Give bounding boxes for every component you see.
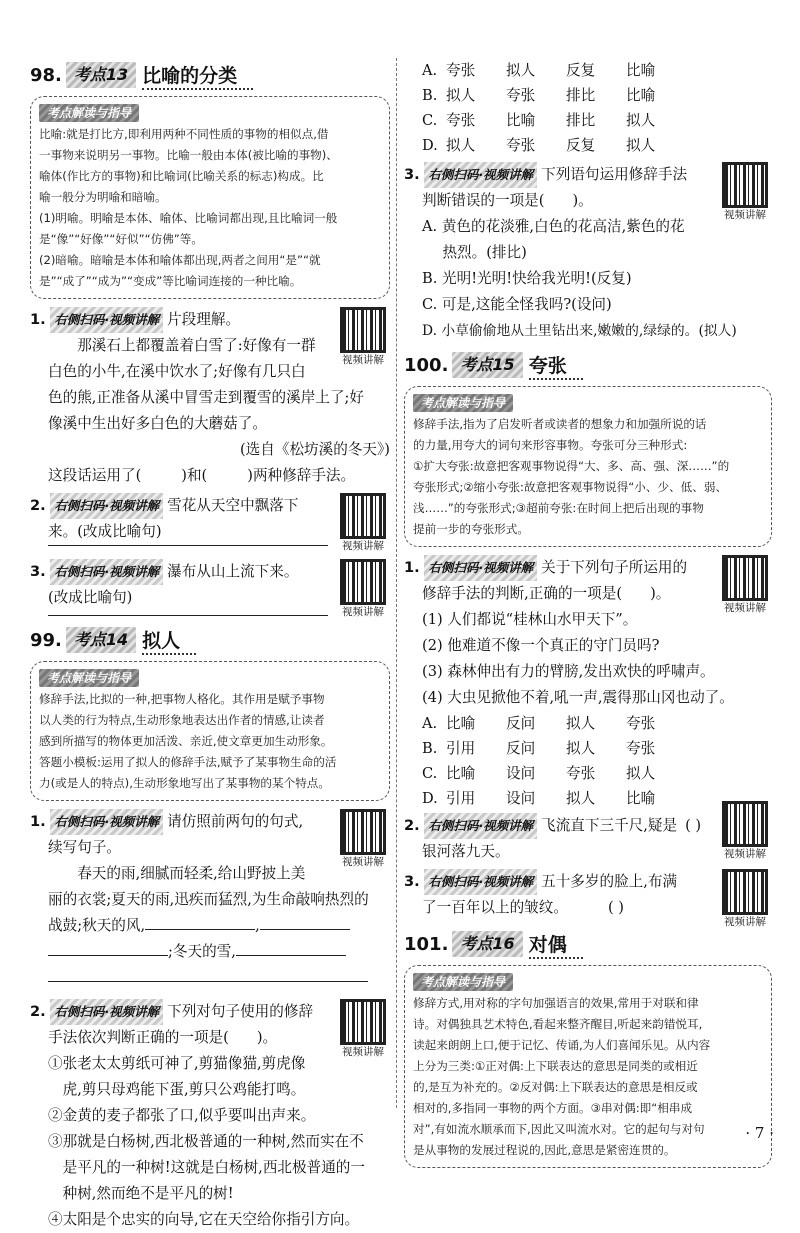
box-tag: 考点解读与指导	[413, 973, 513, 991]
box-line: 是“像”“好像”“好似”“仿佛”等。	[39, 232, 203, 246]
question-text: 手法依次判断正确的一项是(	[48, 1029, 229, 1046]
passage-source: (选自《松坊溪的冬天》)	[239, 441, 390, 458]
question-number: 2.	[404, 817, 420, 834]
question-text: 续写句子。	[48, 839, 121, 856]
item-line: 是平凡的一种树!这就是白杨树,西北极普通的一	[62, 1159, 365, 1176]
section-number: 98.	[30, 64, 62, 86]
passage-line: 色的熊,正准备从溪中冒雪走到覆雪的溪岸上了;好	[48, 389, 365, 406]
box-line: 修辞手法,比拟的一种,把事物人格化。其作用是赋予事物	[39, 692, 325, 706]
answer-line[interactable]	[48, 955, 168, 956]
qr-label: 视频讲解	[724, 848, 766, 860]
question-text: 雪花从天空中飘落下	[167, 497, 299, 514]
answer-paren[interactable]: ( )	[607, 899, 624, 916]
option-cell: 拟人	[506, 62, 536, 79]
option-cell: 拟人	[446, 87, 476, 104]
qr-code-icon	[722, 162, 768, 208]
option-cell: 比喻	[446, 715, 476, 732]
option-cell: 比喻	[626, 790, 656, 807]
box-tag: 考点解读与指导	[39, 669, 139, 687]
fill-text: )和(	[181, 467, 208, 484]
option-line[interactable]: D. 小草偷偷地从土里钻出来,嫩嫩的,绿绿的。(拟人)	[422, 323, 737, 339]
option-line: 热烈。(排比)	[442, 244, 527, 261]
option-cell: 反问	[506, 715, 536, 732]
box-line: 比喻:就是打比方,即利用两种不同性质的事物的相似点,借	[39, 127, 329, 141]
question-text: 片段理解。	[167, 311, 241, 328]
passage-line: 那溪石上都覆盖着白雪了:好像有一群	[77, 337, 316, 354]
scan-label: 右侧扫码·视频讲解	[50, 307, 163, 333]
explanation-box-100	[404, 386, 772, 547]
box-line: 的,是互为补充的。②反对偶:上下联表达的意思是相反或	[413, 1080, 698, 1094]
option-cell: 设问	[506, 765, 536, 782]
box-line: 的力量,用夸大的词句来形容事物。夸张可分三种形式:	[413, 438, 688, 452]
box-line: 修辞手法,指为了启发听者或读者的想象力和加强所说的话	[413, 417, 707, 431]
question-text: 瀑布从山上流下来。	[167, 563, 299, 580]
qr-label: 视频讲解	[342, 540, 384, 552]
question-100-2	[404, 813, 772, 869]
passage-line: 春天的雨,细腻而轻柔,给山野披上美	[77, 865, 306, 882]
option-cell: 比喻	[446, 765, 476, 782]
section-tag: 考点16	[452, 931, 522, 957]
item-line: (3) 森林伸出有力的臂膀,发出欢快的呼啸声。	[422, 663, 715, 680]
option-cell: 排比	[566, 112, 596, 129]
explanation-box-99	[30, 661, 390, 801]
qr-code[interactable]	[718, 555, 772, 615]
question-99-2	[30, 999, 390, 1233]
option-row[interactable]	[422, 711, 772, 736]
option-cell: 拟人	[626, 112, 656, 129]
box-line: 喻体(作比方的事物)和比喻词(比喻关系的标志)构成。比	[39, 169, 324, 183]
qr-code[interactable]	[336, 999, 390, 1059]
section-number: 99.	[30, 629, 62, 651]
box-line: 以人类的行为特点,生动形象地表达出作者的情感,让读者	[39, 713, 325, 727]
option-cell: 夸张	[446, 112, 476, 129]
option-cell: 夸张	[506, 137, 536, 154]
question-number: 2.	[30, 1003, 46, 1020]
option-row[interactable]	[422, 761, 772, 786]
question-number: 3.	[404, 873, 420, 890]
question-text: 来。(改成比喻句)	[48, 523, 162, 540]
box-line: 上分为三类:①正对偶:上下联表达的意思是同类的或相近	[413, 1059, 698, 1073]
scan-label: 右侧扫码·视频讲解	[50, 493, 163, 519]
section-101-header	[404, 927, 772, 961]
question-text: 飞流直下三千尺,疑是	[541, 817, 678, 834]
option-cell: 设问	[506, 790, 536, 807]
qr-label: 视频讲解	[724, 209, 766, 221]
question-text: )。	[256, 1029, 278, 1046]
question-99-1: 视频讲解 1. 右侧扫码·视频讲解 请仿照前两句的句式, 续写句子。 春天的雨,细腻而轻柔,给山野披上美 丽的衣裳;夏天的雨,迅疾而猛烈,为生命敲响热烈的 战鼓;秋天的风, , ;冬天的雪,	[30, 809, 390, 991]
column-divider	[396, 58, 397, 1108]
option-letter: B.	[422, 87, 438, 104]
section-title: 对偶	[529, 930, 583, 959]
passage-line: 白色的小牛,在溪中饮水了;好像有几只白	[48, 363, 306, 380]
box-tag: 考点解读与指导	[39, 104, 139, 122]
item-line: ④太阳是个忠实的向导,它在天空给你指引方向。	[48, 1211, 360, 1228]
option-cell: 拟人	[566, 715, 596, 732]
question-99-2-options	[404, 58, 772, 158]
qr-code[interactable]	[336, 559, 390, 619]
option-cell: 拟人	[626, 137, 656, 154]
answer-line[interactable]	[48, 981, 368, 982]
page-number: · 7 ·	[745, 1124, 774, 1142]
option-cell: 比喻	[626, 87, 656, 104]
option-cell: 夸张	[446, 62, 476, 79]
scan-label: 右侧扫码·视频讲解	[50, 559, 163, 585]
qr-code-icon	[340, 307, 386, 353]
option-letter: C.	[422, 112, 438, 129]
qr-label: 视频讲解	[342, 1046, 384, 1058]
answer-line[interactable]	[145, 929, 255, 930]
section-title: 比喻的分类	[142, 61, 253, 90]
option-line[interactable]: A. 黄色的花淡雅,白色的花高洁,紫色的花	[422, 218, 685, 235]
qr-label: 视频讲解	[724, 916, 766, 928]
passage-line: 像溪中生出好多白色的大蘑菇了。	[48, 415, 267, 432]
section-tag: 考点15	[452, 352, 522, 378]
box-line: 夸张形式;②缩小夸张:故意把客观事物说得“小、少、低、弱、	[413, 480, 728, 494]
question-100-1	[404, 555, 772, 811]
box-line: 答题小模板:运用了拟人的修辞手法,赋予了某事物生命的活	[39, 755, 337, 769]
section-tag: 考点14	[66, 627, 136, 653]
question-number: 3.	[30, 563, 46, 580]
item-line: 种树,然而绝不是平凡的树!	[62, 1185, 234, 1202]
option-row[interactable]	[422, 736, 772, 761]
option-cell: 夸张	[506, 87, 536, 104]
scan-label: 右侧扫码·视频讲解	[50, 809, 163, 835]
box-line: 提前一步的夸张形式。	[413, 522, 529, 536]
option-cell: 反复	[566, 137, 596, 154]
scan-label: 右侧扫码·视频讲解	[424, 869, 537, 895]
option-letter: C.	[422, 765, 438, 782]
question-number: 3.	[404, 166, 420, 183]
qr-code-icon	[340, 809, 386, 855]
option-cell: 夸张	[626, 740, 656, 757]
box-line: 修辞方式,用对称的字句加强语言的效果,常用于对联和律	[413, 996, 699, 1010]
question-text: 下列语句运用修辞手法	[541, 166, 688, 183]
question-number: 2.	[30, 497, 46, 514]
right-column	[404, 0, 772, 1176]
qr-label: 视频讲解	[342, 856, 384, 868]
option-letter: D.	[422, 790, 438, 807]
option-row[interactable]	[422, 133, 772, 158]
fill-text: 这段话运用了(	[48, 467, 142, 484]
box-line: 喻一般分为明喻和暗喻。	[39, 190, 167, 204]
qr-code-icon	[722, 869, 768, 915]
question-text: 下列对句子使用的修辞	[167, 1003, 314, 1020]
question-number: 1.	[404, 559, 420, 576]
option-letter: A.	[422, 715, 438, 732]
question-99-3	[404, 162, 772, 344]
box-line: (2)暗喻。暗喻是本体和喻体都出现,两者之间用“是”“就	[39, 253, 321, 267]
item-line: (2) 他难道不像一个真正的守门员吗?	[422, 637, 660, 654]
passage-line: 丽的衣裳;夏天的雨,迅疾而猛烈,为生命敲响热烈的	[48, 891, 369, 908]
section-title: 拟人	[142, 626, 196, 655]
qr-code[interactable]	[336, 307, 390, 367]
option-cell: 比喻	[626, 62, 656, 79]
question-text: 请仿照前两句的句式,	[167, 813, 304, 830]
passage-line: 战鼓;秋天的风,	[48, 917, 146, 934]
option-line[interactable]: C. 可是,这能全怪我吗?(设问)	[422, 296, 612, 313]
item-line: (1) 人们都说“桂林山水甲天下”。	[422, 611, 638, 628]
scan-label: 右侧扫码·视频讲解	[424, 162, 537, 188]
answer-line[interactable]	[48, 615, 328, 616]
option-line[interactable]: B. 光明!光明!快给我光明!(反复)	[422, 270, 632, 287]
question-text: 银河落九天。	[422, 843, 510, 860]
qr-code-icon	[340, 999, 386, 1045]
qr-code-icon	[340, 493, 386, 539]
question-text: (改成比喻句)	[48, 589, 133, 606]
section-tag: 考点13	[66, 62, 136, 88]
explanation-box-98	[30, 96, 390, 299]
option-cell: 夸张	[566, 765, 596, 782]
qr-label: 视频讲解	[342, 354, 384, 366]
question-100-3	[404, 869, 772, 928]
option-cell: 夸张	[626, 715, 656, 732]
box-line: 诗。对偶独具艺术特色,看起来整齐醒目,听起来韵错悦耳,	[413, 1017, 703, 1031]
option-cell: 反复	[566, 62, 596, 79]
question-text: )。	[572, 192, 593, 209]
question-text: 判断错误的一项是(	[422, 192, 545, 209]
question-text: 五十多岁的脸上,布满	[541, 873, 678, 890]
qr-code[interactable]	[718, 801, 772, 861]
option-cell: 拟人	[566, 790, 596, 807]
fill-text: )两种修辞手法。	[247, 467, 356, 484]
option-cell: 拟人	[626, 765, 656, 782]
answer-paren[interactable]: ( )	[685, 817, 702, 834]
item-line: ③那就是白杨树,西北极普通的一种树,然而实在不	[48, 1133, 364, 1150]
option-cell: 引用	[446, 740, 476, 757]
qr-code[interactable]	[336, 809, 390, 869]
qr-code[interactable]	[336, 493, 390, 553]
answer-line[interactable]	[260, 929, 350, 930]
box-line: 感到所描写的物体更加活泼、亲近,使文章更加生动形象。	[39, 734, 333, 748]
box-line: (1)明喻。明喻是本体、喻体、比喻词都出现,且比喻词一般	[39, 211, 338, 225]
qr-label: 视频讲解	[724, 602, 766, 614]
question-number: 1.	[30, 311, 46, 328]
option-cell: 引用	[446, 790, 476, 807]
section-100-header	[404, 348, 772, 382]
passage-line: ;冬天的雪,	[168, 943, 236, 960]
answer-line[interactable]	[236, 955, 346, 956]
box-line: 是从事物的发展过程说的,因此,意思是紧密连贯的。	[413, 1143, 676, 1157]
question-number: 1.	[30, 813, 46, 830]
item-line: (4) 大虫见掀他不着,吼一声,震得那山冈也动了。	[422, 689, 734, 706]
item-line: ①张老太太剪纸可神了,剪猫像猫,剪虎像	[48, 1055, 306, 1072]
explanation-box-101	[404, 965, 772, 1168]
item-line: 虎,剪只母鸡能下蛋,剪只公鸡能打鸣。	[62, 1081, 306, 1098]
question-98-1	[30, 307, 390, 489]
box-tag: 考点解读与指导	[413, 394, 513, 412]
box-line: 对”,有如流水顺承而下,因此又叫流水对。它的起句与对句	[413, 1122, 705, 1136]
section-99-header	[30, 623, 390, 657]
option-cell: 排比	[566, 87, 596, 104]
section-number: 101.	[404, 933, 449, 955]
box-line: 浅……”的夸张形式;③超前夸张:在时间上把后出现的事物	[413, 501, 704, 515]
answer-line[interactable]	[48, 545, 328, 546]
option-cell: 比喻	[506, 112, 536, 129]
box-line: 读起来朗朗上口,便于记忆、传诵,为人们喜闻乐见。从内容	[413, 1038, 711, 1052]
scan-label: 右侧扫码·视频讲解	[424, 555, 537, 581]
box-line: 相对的,多指同一事物的两个方面。③串对偶:即“相串成	[413, 1101, 693, 1115]
question-98-3	[30, 559, 390, 621]
question-text: 了一百年以上的皱纹。	[422, 899, 568, 916]
question-text: 关于下列句子所运用的	[541, 559, 688, 576]
section-title: 夸张	[529, 351, 583, 380]
option-row[interactable]	[422, 108, 772, 133]
left-column	[30, 0, 390, 1233]
question-text: 修辞手法的判断,正确的一项是(	[422, 585, 623, 602]
section-number: 100.	[404, 354, 449, 376]
qr-code-icon	[722, 555, 768, 601]
qr-code[interactable]	[718, 162, 772, 222]
question-98-2	[30, 493, 390, 553]
question-text: )。	[650, 585, 671, 602]
option-cell: 拟人	[566, 740, 596, 757]
option-row[interactable]	[422, 58, 772, 83]
section-98-header	[30, 58, 390, 92]
option-row[interactable]	[422, 83, 772, 108]
item-line: ②金黄的麦子都张了口,似乎要叫出声来。	[48, 1107, 316, 1124]
option-letter: A.	[422, 62, 438, 79]
qr-code-icon	[722, 801, 768, 847]
option-cell: 拟人	[446, 137, 476, 154]
box-line: ①扩大夸张:故意把客观事物说得“大、多、高、强、深……”的	[413, 459, 730, 473]
box-line: 是”“成了”“成为”“变成”等比喻词连接的一种比喻。	[39, 274, 302, 288]
qr-label: 视频讲解	[342, 606, 384, 618]
qr-code[interactable]	[718, 869, 772, 929]
box-line: 力(或是人的特点),生动形象地写出了某事物的某个特点。	[39, 776, 330, 790]
option-letter: B.	[422, 740, 438, 757]
option-letter: D.	[422, 137, 438, 154]
scan-label: 右侧扫码·视频讲解	[50, 999, 163, 1025]
scan-label: 右侧扫码·视频讲解	[424, 813, 537, 839]
box-line: 一事物来说明另一事物。比喻一般由本体(被比喻的事物)、	[39, 148, 338, 162]
qr-code-icon	[340, 559, 386, 605]
option-cell: 反问	[506, 740, 536, 757]
